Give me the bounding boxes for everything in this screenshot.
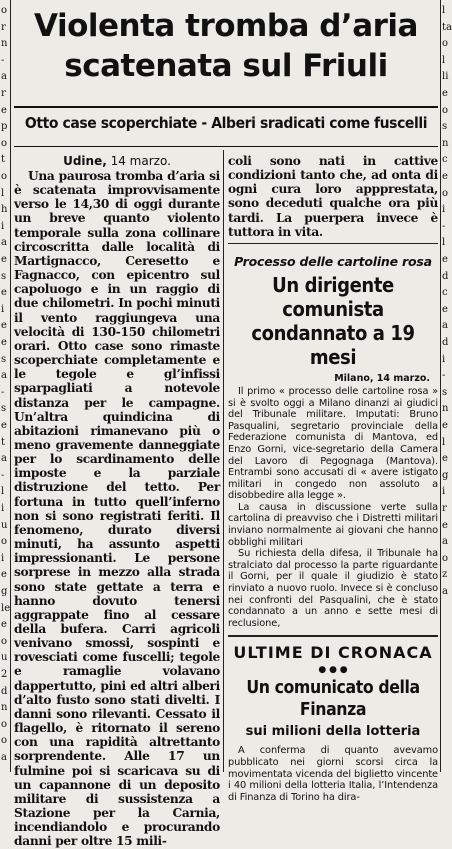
- margin-fragment: le: [1, 602, 11, 614]
- margin-fragment: -: [1, 386, 5, 398]
- margin-fragment: o: [1, 718, 8, 730]
- margin-fragment: l: [442, 5, 446, 16]
- margin-fragment: o: [1, 137, 8, 149]
- margin-fragment: l: [442, 237, 446, 249]
- margin-fragment: t: [1, 436, 6, 448]
- margin-fragment: i: [1, 503, 5, 514]
- margin-fragment: h: [1, 204, 8, 216]
- article3-title: Un comunicato della Finanza: [246, 678, 420, 721]
- margin-fragment: n: [442, 403, 449, 415]
- margin-fragment: i: [442, 486, 446, 498]
- margin-fragment: r: [1, 21, 6, 33]
- article3-subtitle: sui milioni della lotteria: [245, 724, 421, 740]
- margin-fragment: a: [1, 71, 7, 83]
- margin-fragment: -: [1, 469, 5, 481]
- margin-fragment: d: [442, 270, 449, 282]
- margin-fragment: n: [1, 38, 8, 50]
- margin-fragment: z: [442, 569, 448, 581]
- margin-fragment: c: [442, 287, 448, 299]
- margin-fragment: d: [442, 337, 449, 348]
- headline-rule: [14, 106, 438, 108]
- article3-body: A conferma di quanto avevamo pubblicato nei giorni scorsi circa la movimentata vicenda del biglietto vincente i 40 milioni della lotteria Italia, l’Intendenza di Finanza di Torino ha dira-: [228, 745, 438, 803]
- margin-fragment: e: [442, 519, 448, 531]
- margin-fragment: e: [442, 88, 448, 99]
- article-column-2: [228, 154, 438, 803]
- margin-fragment: o: [442, 38, 449, 50]
- margin-fragment: u: [1, 519, 8, 531]
- margin-fragment: s: [1, 403, 7, 415]
- margin-fragment: r: [1, 88, 6, 99]
- margin-fragment: -: [442, 370, 446, 382]
- column-divider: [223, 150, 224, 772]
- margin-fragment: 2: [1, 669, 8, 680]
- margin-fragment: e: [1, 104, 7, 116]
- margin-fragment: i: [1, 303, 5, 315]
- left-margin-clipped-column: [0, 0, 11, 772]
- margin-fragment: a: [1, 453, 7, 465]
- margin-fragment: a: [442, 536, 448, 548]
- margin-fragment: e: [442, 171, 448, 182]
- headline-line-2: scatenata sul Friuli: [64, 48, 388, 84]
- margin-fragment: a: [1, 370, 7, 382]
- margin-fragment: a: [1, 752, 7, 763]
- margin-fragment: l: [442, 436, 446, 448]
- margin-fragment: g: [442, 469, 449, 481]
- article2-body-p2: La causa in discussione verte sulla cartolina di preavviso che i Distretti militari inviano normalmente ai giovani che hanno obblighi militari: [228, 501, 438, 548]
- margin-fragment: n: [442, 137, 449, 149]
- margin-fragment: li: [442, 71, 449, 83]
- margin-fragment: e: [1, 320, 7, 332]
- article1-dateline-date: 14 marzo.: [110, 154, 171, 168]
- article-column-1: [14, 154, 220, 849]
- margin-fragment: e: [442, 303, 448, 315]
- margin-fragment: o: [442, 187, 449, 199]
- margin-fragment: -: [442, 220, 446, 232]
- margin-fragment: t: [1, 154, 6, 166]
- margin-fragment: l: [442, 54, 446, 66]
- margin-fragment: e: [1, 287, 7, 299]
- article2-body-p1: Il primo « processo delle cartoline rosa » si è svolto oggi a Milano dinanzi ai giudici del Tribunale militare. Imputati: Bruno Pasqualini, segretario provinciale della Federazione comunista di Mantova, ed Enzo Gorni, vice-segretario della Camera del Lavoro di Pegognaga (Mantova). Entrambi sono accusati di « avere istigato militari in congedo non assoluto a disobbedire alla legge ».: [228, 385, 438, 502]
- margin-fragment: e: [1, 619, 7, 631]
- margin-fragment: c: [442, 154, 448, 166]
- margin-fragment: o: [1, 735, 8, 747]
- margin-fragment: a: [442, 586, 448, 597]
- margin-fragment: u: [1, 652, 8, 664]
- article2-title-line-2: condannato a 19 mesi: [251, 320, 415, 369]
- margin-fragment: s: [1, 270, 7, 282]
- margin-fragment: o: [1, 635, 8, 647]
- article-separator: [228, 243, 438, 244]
- headline-line-1: Violenta tromba d’aria: [34, 8, 418, 44]
- margin-fragment: e: [1, 337, 7, 348]
- margin-fragment: e: [1, 254, 7, 265]
- margin-fragment: o: [442, 104, 449, 116]
- margin-fragment: i: [442, 204, 446, 216]
- margin-fragment: o: [442, 552, 449, 564]
- margin-fragment: o: [1, 5, 8, 16]
- margin-fragment: n: [1, 702, 8, 714]
- article2-title-line-1: Un dirigente comunista: [272, 272, 394, 321]
- margin-fragment: e: [1, 420, 7, 431]
- margin-fragment: o: [1, 536, 8, 548]
- section-label: ULTIME DI CRONACA: [233, 643, 433, 663]
- margin-fragment: ta: [442, 21, 452, 33]
- margin-fragment: i: [442, 353, 446, 365]
- margin-fragment: a: [1, 237, 7, 249]
- margin-fragment: a: [442, 320, 448, 332]
- margin-fragment: e: [1, 569, 7, 581]
- margin-fragment: s: [1, 353, 7, 365]
- margin-fragment: e: [442, 420, 448, 431]
- section-ornament: ● ● ●: [318, 665, 348, 676]
- margin-fragment: e: [442, 453, 448, 465]
- article1-body: Una paurosa tromba d’aria si è scatenata improvvisamente verso le 14,30 di oggi durante un breve quanto violento temporale sulla zona collinare circoscritta dalle località di Martignacco, Ceresetto e Fagnacco, con epicentro sul capoluogo e in un raggio di due chilometri. In pochi minuti il vento raggiungeva una velocità di 130-150 chilometri orari. Otto case sono rimaste scoperchiate completamente e le tegole e gl’infissi sparpagliati a notevole distanza per le campagne. Un’altra quindicina di abitazioni rimanevano più o meno gravemente danneggiate per lo scardinamento delle imposte e la parziale distruzione del tetto. Per fortuna in tutto quell’inferno non si sono registrati feriti. Il fenomeno, durato diversi minuti, ha assunto aspetti impressionanti. Le persone sorprese in mezzo alla strada sono state gettate a terra e hanno dovuto tenersi aggrappate fino al cessare della bufera. Carri agricoli venivano smossi, sospinti e rovesciati come fuscelli; tegole e ramaglie volavano dappertutto, pini ed altri alberi d’alto fusto sono stati divelti. I danni sono rilevanti. Cessato il flagello, è ritornato il sereno con una rapidità altrettanto sorprendente. Alle 17 un fulmine poi si scaricava su di un capannone di un deposito militare di sussistenza a Stazione per la Carnia, incendiandolo e procurando danni per oltre 15 mili-: [14, 169, 220, 849]
- article2-dateline: Milano, 14 marzo.: [334, 372, 430, 384]
- section-rule: [228, 635, 438, 637]
- margin-fragment: i: [1, 220, 5, 232]
- subheadline: Otto case scoperchiate - Alberi sradicati come fuscelli: [24, 114, 428, 132]
- right-margin-clipped-column: [440, 0, 450, 772]
- article2-kicker: Processo delle cartoline rosa: [234, 253, 432, 269]
- margin-fragment: l: [1, 486, 5, 498]
- margin-fragment: i: [1, 552, 5, 564]
- margin-fragment: g: [1, 586, 8, 597]
- margin-fragment: r: [442, 503, 447, 514]
- margin-fragment: o: [1, 171, 8, 182]
- article1-dateline: [14, 154, 220, 168]
- subhead-rule: [14, 146, 438, 147]
- article1-dateline-place: Udine,: [63, 154, 107, 168]
- article2-body-p3: Su richiesta della difesa, il Tribunale ha stralciato dal processo la parte riguardante il Gorni, per il quale il giudizio è stato rinviato a nuovo ruolo. Invece si è concluso nei confronti del Pasqualini, che è stato condannato a un anno e sette mesi di reclusione,: [228, 548, 438, 629]
- margin-fragment: s: [442, 121, 448, 133]
- margin-fragment: d: [1, 685, 8, 697]
- margin-fragment: l: [1, 187, 5, 199]
- margin-fragment: e: [442, 254, 448, 265]
- margin-fragment: s: [442, 386, 448, 398]
- article1-body-continued: coli sono nati in cattive condizioni tanto che, ad onta di ogni cura loro appprestata, sono deceduti qualche ora più tardi. La puerpera invece è tuttora in vita.: [228, 154, 438, 239]
- margin-fragment: -: [1, 54, 5, 66]
- margin-fragment: p: [1, 121, 8, 133]
